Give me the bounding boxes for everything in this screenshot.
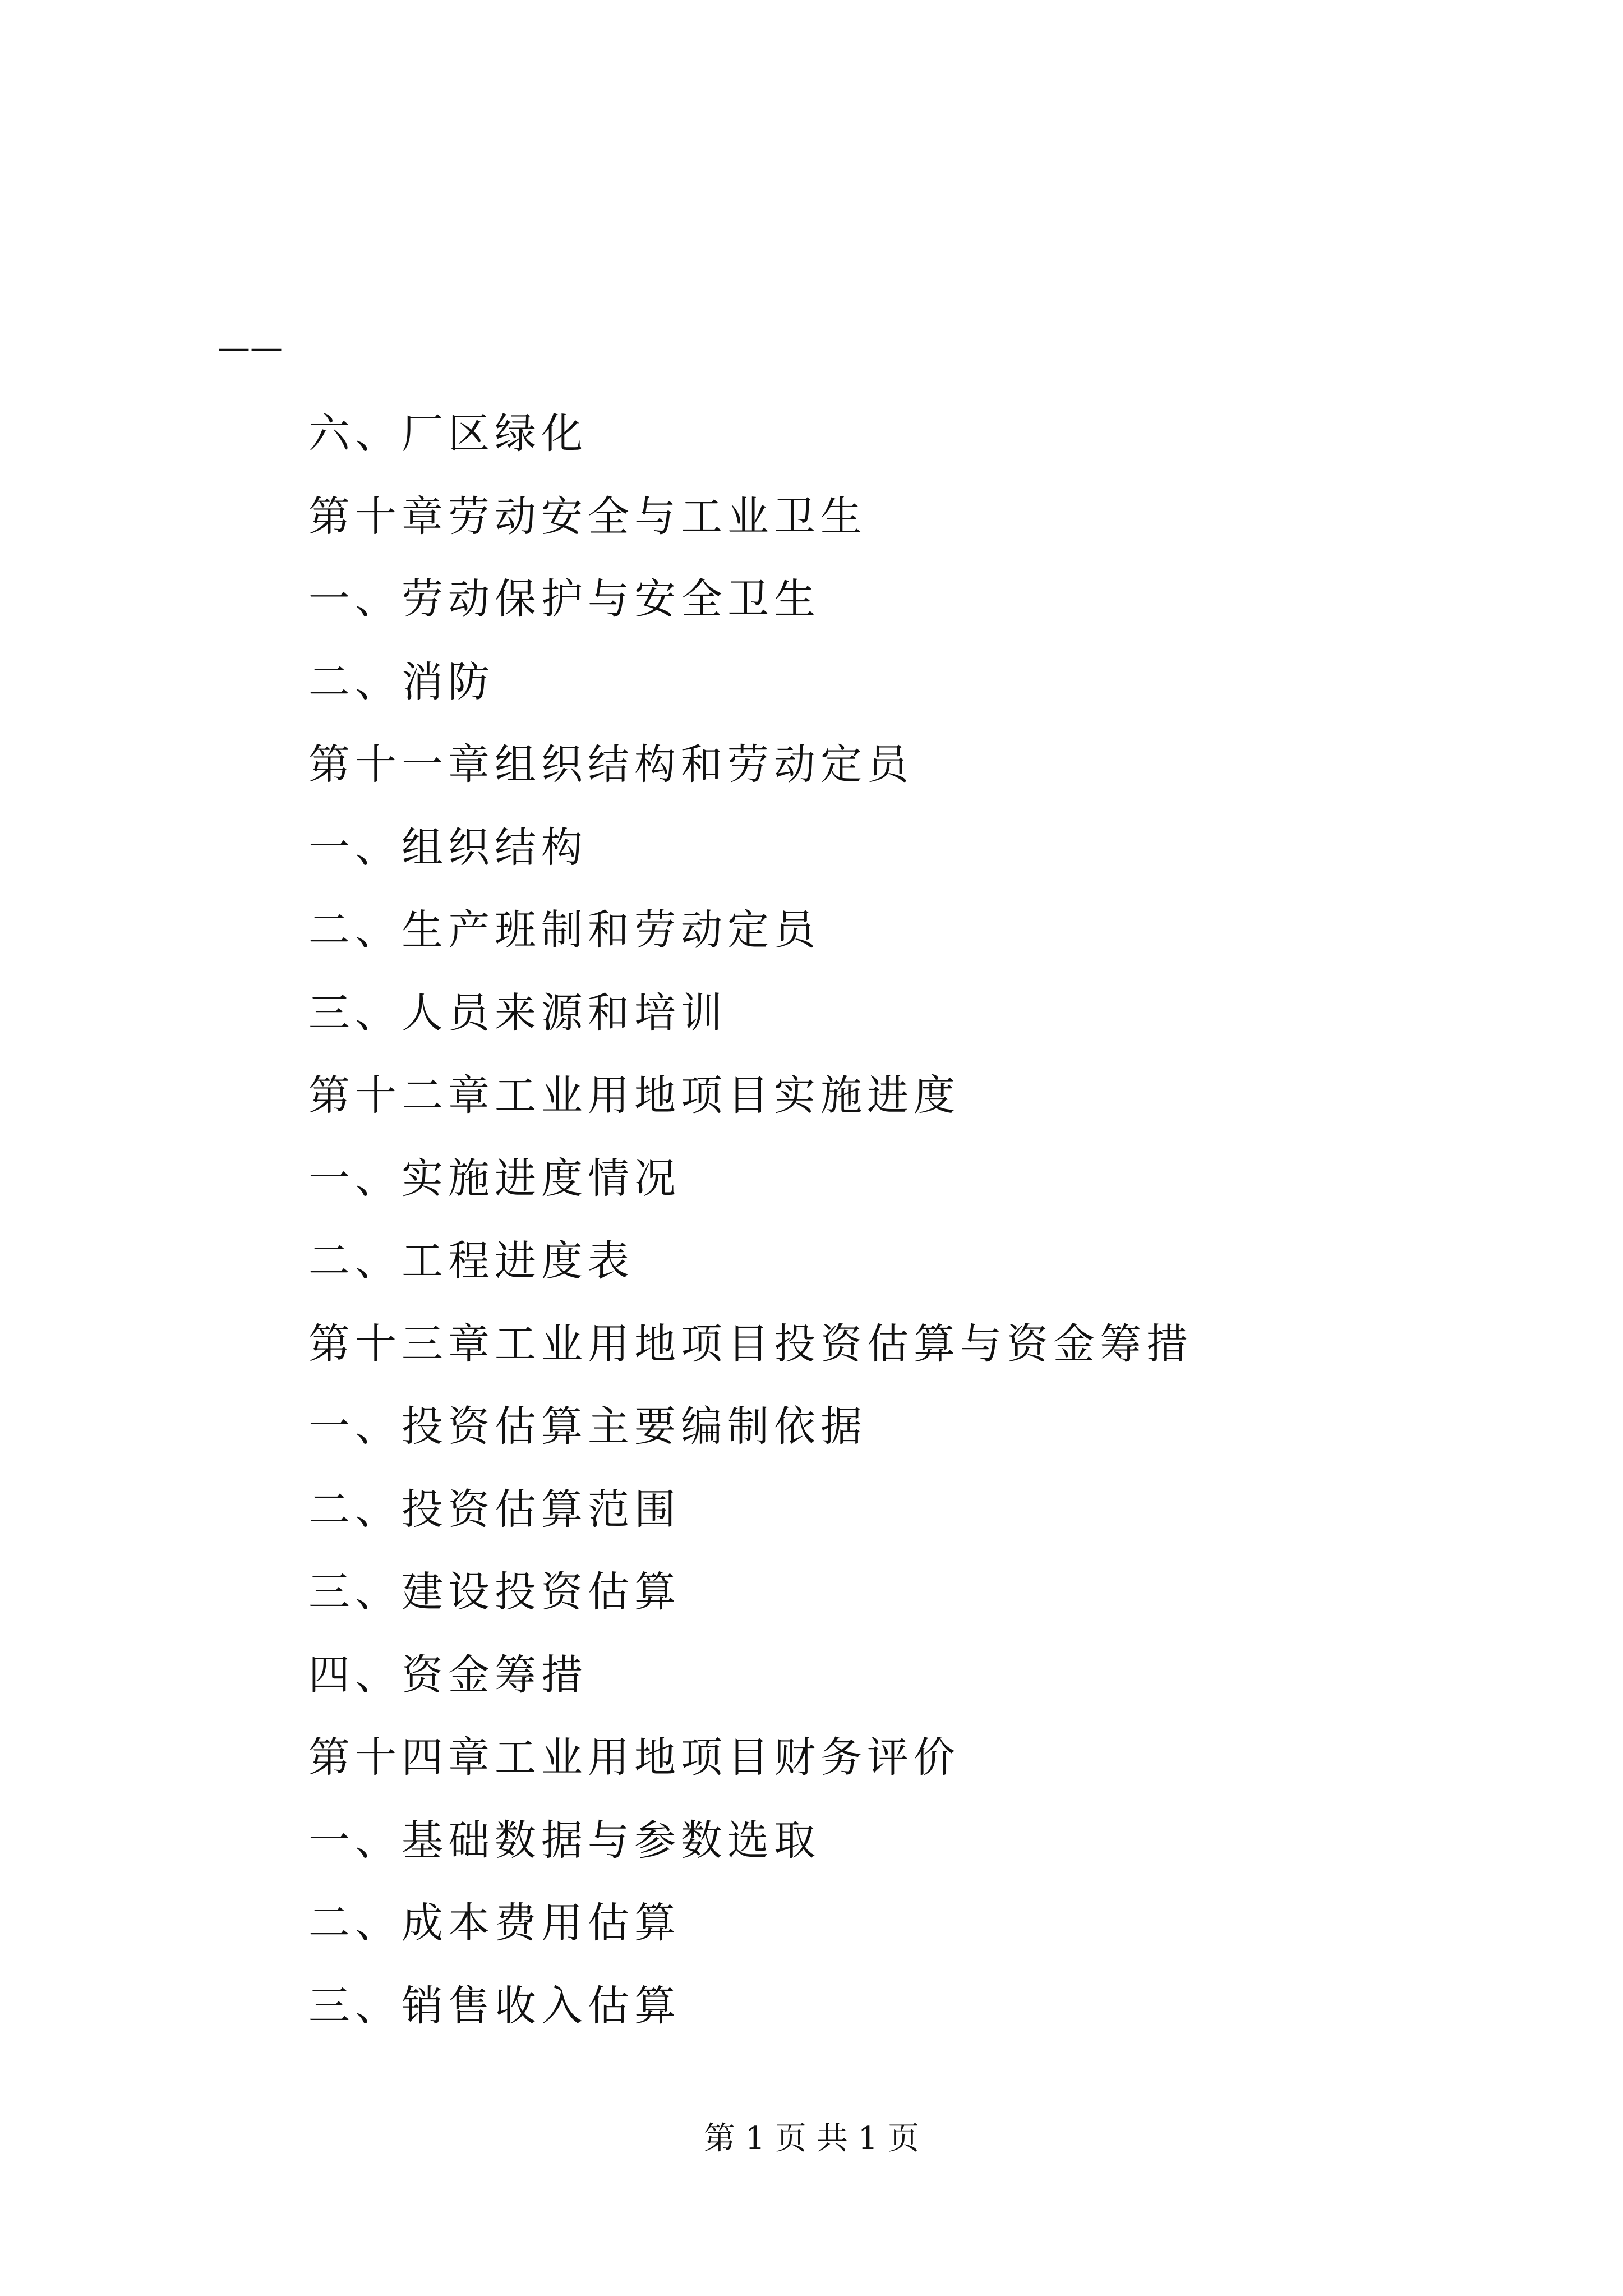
toc-item: 二、工程进度表 bbox=[308, 1237, 634, 1285]
toc-item: 六、厂区绿化 bbox=[308, 409, 588, 458]
toc-chapter-heading: 第十二章工业用地项目实施进度 bbox=[308, 1071, 960, 1120]
toc-item: 三、人员来源和培训 bbox=[308, 988, 727, 1037]
toc-item: 三、销售收入估算 bbox=[308, 1981, 681, 2030]
toc-item: 二、生产班制和劳动定员 bbox=[308, 906, 820, 954]
toc-item: 二、投资估算范围 bbox=[308, 1485, 681, 1534]
toc-item: 一、实施进度情况 bbox=[308, 1154, 681, 1203]
toc-item: 三、建设投资估算 bbox=[308, 1568, 681, 1616]
toc-item: 一、劳动保护与安全卫生 bbox=[308, 575, 820, 623]
page-number-footer: 第 1 页 共 1 页 bbox=[703, 2120, 920, 2157]
header-dash-mark: —— bbox=[218, 328, 283, 366]
toc-item: 一、基础数据与参数选取 bbox=[308, 1816, 820, 1865]
toc-chapter-heading: 第十章劳动安全与工业卫生 bbox=[308, 492, 867, 541]
toc-item: 一、投资估算主要编制依据 bbox=[308, 1402, 867, 1451]
toc-chapter-heading: 第十三章工业用地项目投资估算与资金筹措 bbox=[308, 1319, 1193, 1368]
toc-chapter-heading: 第十四章工业用地项目财务评价 bbox=[308, 1733, 960, 1782]
toc-item: 二、消防 bbox=[308, 657, 495, 706]
toc-chapter-heading: 第十一章组织结构和劳动定员 bbox=[308, 740, 914, 789]
toc-item: 一、组织结构 bbox=[308, 823, 588, 872]
toc-item: 四、资金筹措 bbox=[308, 1650, 588, 1699]
toc-item: 二、成本费用估算 bbox=[308, 1899, 681, 1947]
table-of-contents bbox=[308, 393, 1542, 2047]
